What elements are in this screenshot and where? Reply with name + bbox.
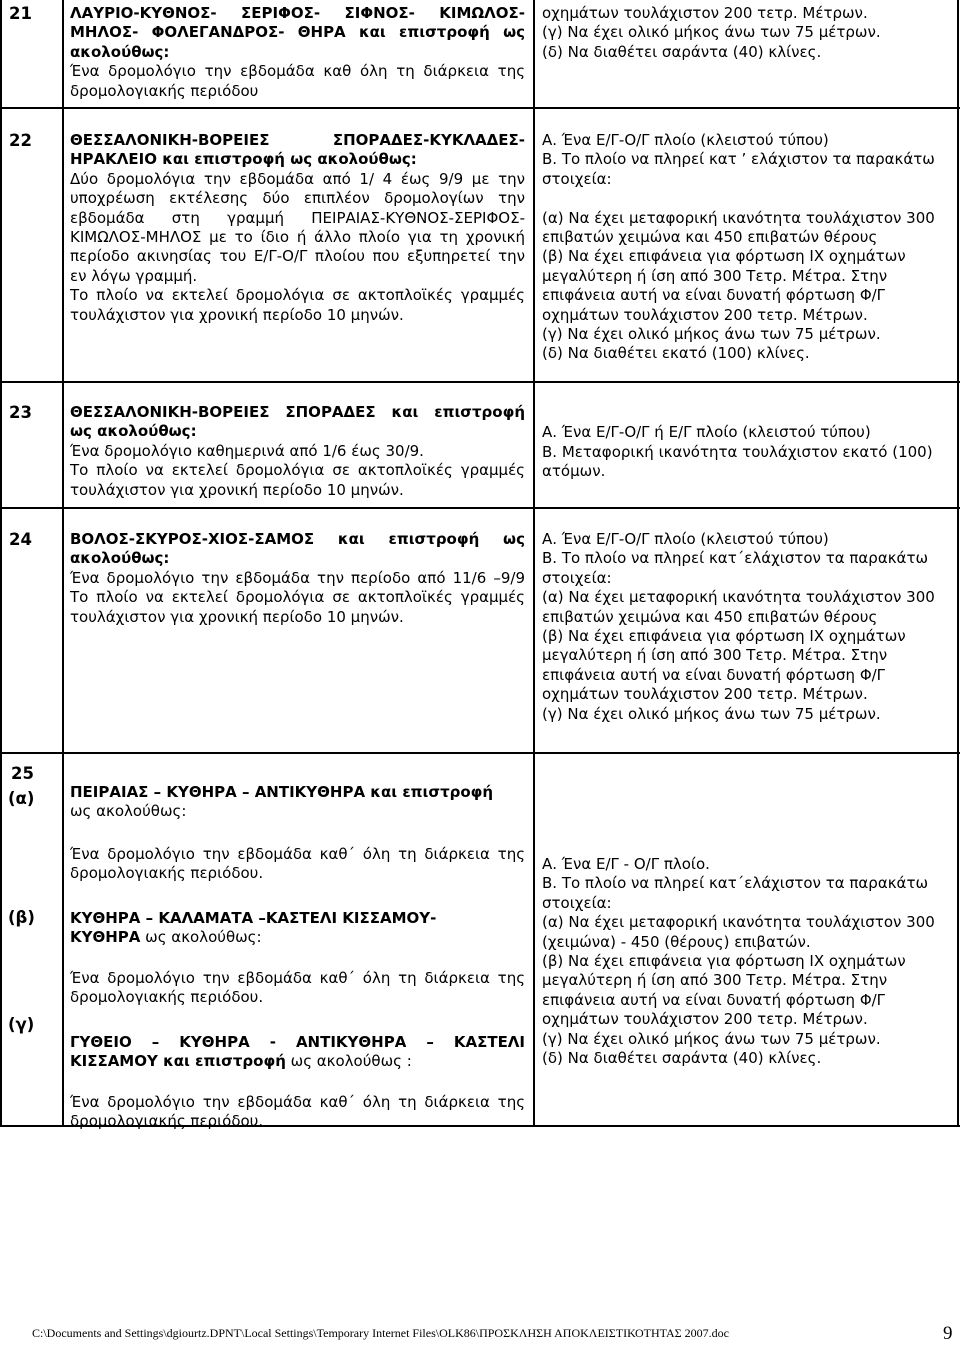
text-line: Το πλοίο να εκτελεί δρομολόγια σε ακτοπλοϊκές γραμμές [70, 588, 525, 607]
text-line: ΚΙΜΩΛΟΣ-ΜΗΛΟΣ με το ίδιο ή άλλο πλοίο για τη χρονική [70, 228, 525, 247]
requirement-line: Α. Ένα Ε/Γ-Ο/Γ πλοίο (κλειστού τύπου) [542, 530, 829, 548]
requirement-line: (α) Να έχει μεταφορική ικανότητα τουλάχιστον 300 [542, 588, 935, 607]
requirement-line: (χειμώνα) - 450 (θέρους) επιβατών. [542, 932, 811, 951]
text-line: τουλάχιστον για χρονική περίοδο 10 μηνών. [70, 607, 404, 626]
plain-text: ως ακολούθως : [285, 1052, 412, 1071]
bold-text: ΚΙΣΣΑΜΟΥ και επιστροφή [70, 1052, 286, 1071]
text-line: Ένα δρομολόγιο την εβδομάδα την περίοδο από 11/6 –9/9 [70, 568, 525, 587]
text-line: υποχρέωση εκτέλεσης δύο επιπλέον δρομολογίων την [70, 189, 525, 208]
requirement-line: (γ) Να έχει ολικό μήκος άνω των 75 μέτρων. [542, 325, 881, 344]
frequency-a [70, 845, 525, 884]
text-line: Ένα δρομολόγιο την εβδομάδα καθ΄ όλη τη διάρκεια της [70, 1093, 525, 1111]
text-line: εν λόγω γραμμή. [70, 266, 198, 285]
plain-text: ως ακολούθως: [140, 928, 262, 947]
route-title-line: ΜΗΛΟΣ- ΦΟΛΕΓΑΝΔΡΟΣ- ΘΗΡΑ και επιστροφή ως [70, 23, 525, 42]
requirement-line: (δ) Να διαθέτει σαράντα (40) κλίνες. [542, 42, 822, 61]
route-title-line: ΠΕΙΡΑΙΑΣ – ΚΥΘΗΡΑ – ΑΝΤΙΚΥΘΗΡΑ και επιστροφή [70, 783, 494, 801]
requirement-line: (α) Να έχει μεταφορική ικανότητα τουλάχιστον 300 [542, 208, 935, 227]
text-line: Ένα δρομολόγιο την εβδομάδα καθ όλη τη διάρκεια της [70, 62, 525, 81]
requirement-line: (β) Να έχει επιφάνεια για φόρτωση ΙΧ οχημάτων [542, 627, 906, 646]
text-line [70, 1052, 525, 1071]
requirement-line: (γ) Να έχει ολικό μήκος άνω των 75 μέτρων. [542, 1029, 881, 1048]
text-line: Το πλοίο να εκτελεί δρομολόγια σε ακτοπλοϊκές γραμμές [70, 461, 525, 480]
route-a [70, 783, 525, 822]
row-number: 21 [9, 4, 32, 23]
table-border-left [0, 0, 2, 1127]
requirement-line: μεγαλύτερη ή ίση από 300 Τετρ. Μέτρα. Στην [542, 971, 888, 990]
requirement-line: οχημάτων τουλάχιστον 200 τετρ. Μέτρων. [542, 685, 868, 704]
frequency-c [70, 1093, 525, 1132]
route-title-line: ΚΥΘΗΡΑ – ΚΑΛΑΜΑΤΑ –ΚΑΣΤΕΛΙ ΚΙΣΣΑΜΟΥ- [70, 909, 437, 927]
text-line: τουλάχιστον για χρονική περίοδο 10 μηνών. [70, 480, 404, 499]
text-line: εβδομάδα στη γραμμή ΠΕΙΡΑΙΑΣ-ΚΥΘΝΟΣ-ΣΕΡΙΦΟΣ- [70, 208, 525, 227]
requirement-line: επιβατών χειμώνα και 450 επιβατών θέρους [542, 607, 878, 626]
requirement-line: οχημάτων τουλάχιστον 200 τετρ. Μέτρων. [542, 305, 868, 324]
row-divider-23 [0, 507, 960, 509]
route-title-line: ακολούθως: [70, 549, 170, 568]
row-number: 24 [9, 530, 32, 549]
text-line: τουλάχιστον για χρονική περίοδο 10 μηνών. [70, 305, 404, 324]
row-divider-24 [0, 752, 960, 754]
requirement-line: στοιχεία: [542, 568, 612, 587]
route-description [70, 4, 525, 101]
requirement-line: Β. Μεταφορική ικανότητα τουλάχιστον εκατό (100) [542, 442, 933, 461]
route-title-line: ΘΕΣΣΑΛΟΝΙΚΗ-ΒΟΡΕΙΕΣ ΣΠΟΡΑΔΕΣ-ΚΥΚΛΑΔΕΣ- [70, 131, 525, 149]
requirement-line: Α. Ένα Ε/Γ-Ο/Γ ή Ε/Γ πλοίο (κλειστού τύπου) [542, 423, 871, 442]
row-number: 25 [11, 764, 34, 783]
vessel-requirements [542, 404, 954, 482]
row-divider-21 [0, 107, 960, 109]
requirement-line: Β. Το πλοίο να πληρεί κατ΄ελάχιστον τα παρακάτω [542, 549, 929, 568]
row-number: 22 [9, 131, 32, 150]
requirement-line: Β. Το πλοίο να πληρεί κατ ’ ελάχιστον τα παρακάτω [542, 150, 935, 169]
route-description [70, 131, 525, 325]
requirement-line: Α. Ένα Ε/Γ - Ο/Γ πλοίο. [542, 855, 710, 873]
requirement-line: μεγαλύτερη ή ίση από 300 Τετρ. Μέτρα. Στην [542, 646, 888, 665]
route-title-line: ΒΟΛΟΣ-ΣΚΥΡΟΣ-ΧΙΟΣ-ΣΑΜΟΣ και επιστροφή ως [70, 530, 525, 548]
requirement-line: οχημάτων τουλάχιστον 200 τετρ. Μέτρων. [542, 4, 868, 22]
requirement-line: στοιχεία: [542, 169, 612, 188]
route-title-line: ΓΥΘΕΙΟ – ΚΥΘΗΡΑ - ΑΝΤΙΚΥΘΗΡΑ – ΚΑΣΤΕΛΙ [70, 1033, 525, 1051]
text-line: Ένα δρομολόγιο την εβδομάδα καθ΄ όλη τη διάρκεια της [70, 845, 525, 863]
text-line [70, 928, 525, 947]
requirement-line: (γ) Να έχει ολικό μήκος άνω των 75 μέτρων. [542, 23, 881, 42]
vessel-requirements [542, 530, 954, 724]
route-title-line: ΘΕΣΣΑΛΟΝΙΚΗ-ΒΟΡΕΙΕΣ ΣΠΟΡΑΔΕΣ και επιστροφή [70, 403, 525, 421]
requirement-line: οχημάτων τουλάχιστον 200 τετρ. Μέτρων. [542, 1010, 868, 1029]
page-number: 9 [943, 1323, 953, 1344]
text-line: δρομολογιακής περιόδου. [70, 988, 264, 1007]
requirement-line: (δ) Να διαθέτει σαράντα (40) κλίνες. [542, 1049, 822, 1068]
table-border-right [957, 0, 959, 1127]
bold-text: ΚΥΘΗΡΑ [70, 928, 141, 947]
requirement-line: επιφάνεια αυτή να είναι δυνατή φόρτωση Φ/Γ [542, 990, 886, 1009]
sub-item-c: (γ) [8, 1015, 35, 1034]
vessel-requirements [542, 4, 954, 62]
vessel-requirements [542, 131, 954, 364]
vessel-requirements [542, 855, 954, 1068]
requirement-line: (δ) Να διαθέτει εκατό (100) κλίνες. [542, 344, 810, 363]
file-path-footer: C:\Documents and Settings\dgiourtz.DPNT\Local Settings\Temporary Internet Files\OLK86\ΠΡΟΣΚΛΗΣΗ ΑΠΟΚΛΕΙΣΤΙΚΟΤΗΤΑΣ 2007.doc [32, 1326, 729, 1340]
route-title-line: ΗΡΑΚΛΕΙΟ και επιστροφή ως ακολούθως: [70, 150, 417, 169]
text-line: ως ακολούθως: [70, 802, 187, 821]
route-description [70, 403, 525, 500]
text-line: Δύο δρομολόγια την εβδομάδα από 1/ 4 έως 9/9 με την [70, 169, 525, 188]
route-c [70, 1033, 525, 1072]
text-line: δρομολογιακής περιόδου. [70, 1112, 264, 1131]
route-title-line: ΛΑΥΡΙΟ-ΚΥΘΝΟΣ- ΣΕΡΙΦΟΣ- ΣΙΦΝΟΣ- ΚΙΜΩΛΟΣ- [70, 4, 525, 22]
route-b [70, 909, 525, 948]
requirement-line: (β) Να έχει επιφάνεια για φόρτωση ΙΧ οχημάτων [542, 952, 906, 971]
sub-item-b: (β) [8, 908, 35, 927]
row-divider-22 [0, 381, 960, 383]
requirement-line: Α. Ένα Ε/Γ-Ο/Γ πλοίο (κλειστού τύπου) [542, 131, 829, 149]
requirement-line: στοιχεία: [542, 893, 612, 912]
requirement-line: επιφάνεια αυτή να είναι δυνατή φόρτωση Φ/Γ [542, 665, 886, 684]
text-line: δρομολογιακής περιόδου [70, 81, 259, 100]
requirement-line: επιβατών χειμώνα και 450 επιβατών θέρους [542, 228, 878, 247]
frequency-b [70, 969, 525, 1008]
requirement-line: επιφάνεια αυτή να είναι δυνατή φόρτωση Φ/Γ [542, 286, 886, 305]
requirement-line [542, 189, 954, 208]
text-line: περίοδο ακινησίας του Ε/Γ-Ο/Γ πλοίου που εξυπηρετεί την [70, 247, 525, 266]
requirement-line: (α) Να έχει μεταφορική ικανότητα τουλάχιστον 300 [542, 913, 935, 932]
column-divider-2 [533, 0, 535, 1127]
text-line: Ένα δρομολόγιο καθημερινά από 1/6 έως 30/9. [70, 441, 424, 460]
requirement-line: ατόμων. [542, 462, 606, 481]
requirement-line: (β) Να έχει επιφάνεια για φόρτωση ΙΧ οχημάτων [542, 247, 906, 266]
text-line: δρομολογιακής περιόδου. [70, 864, 264, 883]
column-divider-1 [62, 0, 64, 1127]
route-title-line: ως ακολούθως: [70, 422, 197, 441]
requirement-line: Β. Το πλοίο να πληρεί κατ΄ελάχιστον τα παρακάτω [542, 874, 929, 893]
row-number: 23 [9, 403, 32, 422]
text-line: Ένα δρομολόγιο την εβδομάδα καθ΄ όλη τη διάρκεια της [70, 969, 525, 987]
requirement-line [542, 404, 954, 423]
requirement-line: μεγαλύτερη ή ίση από 300 Τετρ. Μέτρα. Στην [542, 266, 888, 285]
sub-item-a: (α) [8, 789, 35, 808]
route-title-line: ακολούθως: [70, 42, 170, 61]
text-line: Το πλοίο να εκτελεί δρομολόγια σε ακτοπλοϊκές γραμμές [70, 286, 525, 305]
requirement-line: (γ) Να έχει ολικό μήκος άνω των 75 μέτρων. [542, 704, 881, 723]
route-description [70, 530, 525, 627]
